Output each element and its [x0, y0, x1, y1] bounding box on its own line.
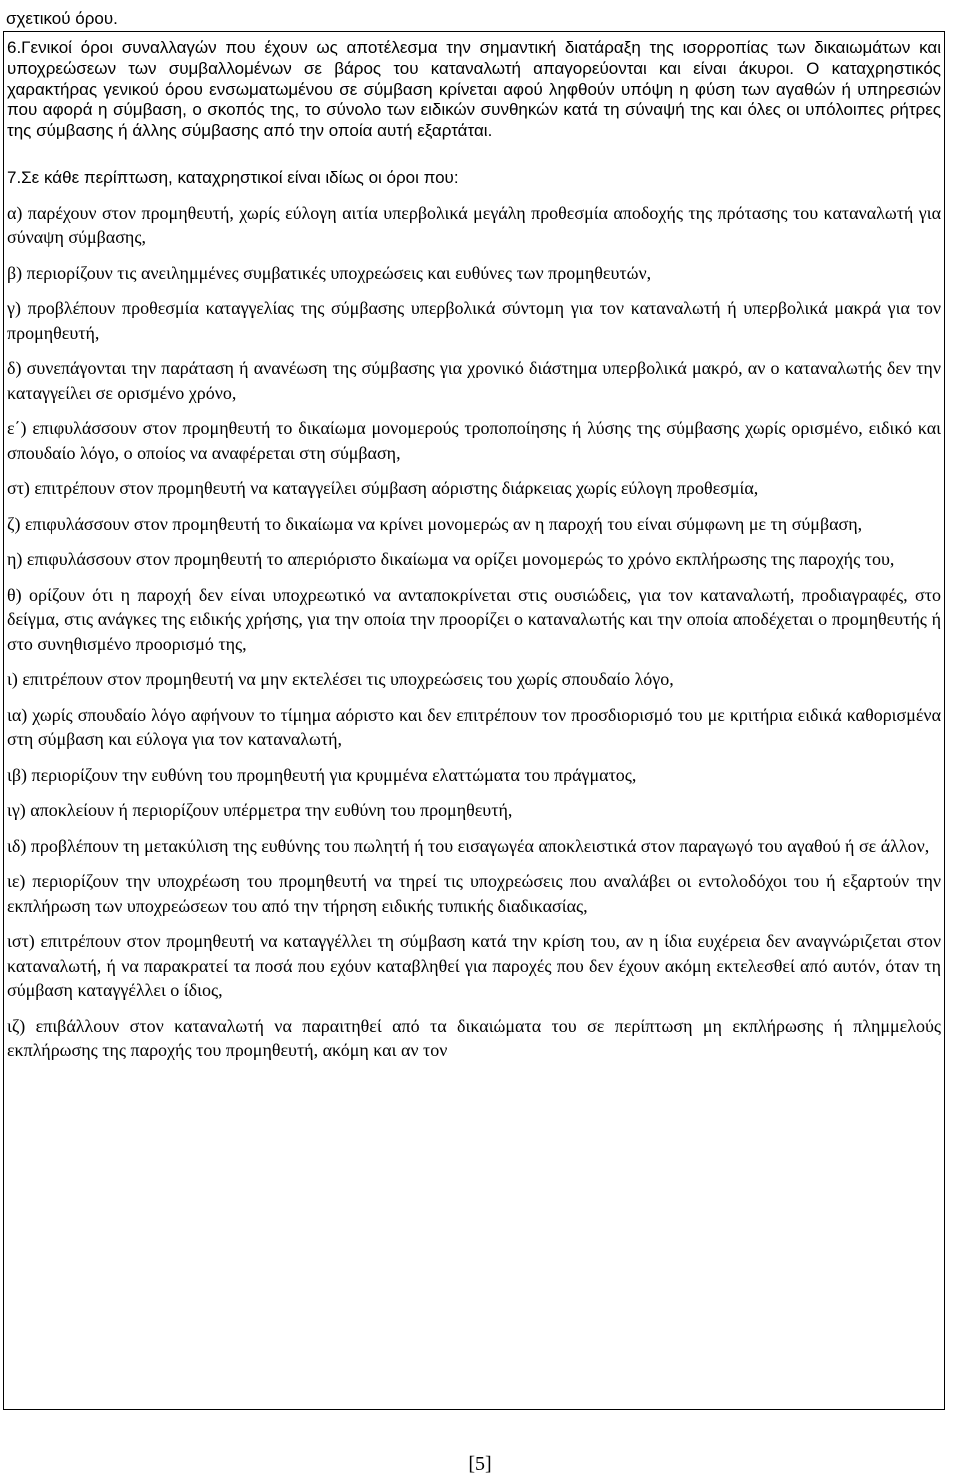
list-item: γ) προβλέπουν προθεσμία καταγγελίας της σύμβασης υπερβολικά σύντομη για τον καταναλωτή ή υπερβολικά μακρά για τον προμηθευτή,	[7, 298, 941, 343]
list-item: ε΄) επιφυλάσσουν στον προμηθευτή το δικαίωμα μονομερούς τροποποίησης ή λύσης της σύμβασης χωρίς ορισμένο, ειδικό και σπουδαίο λόγο, ο οποίος να αναφέρεται στη σύμβαση,	[7, 418, 941, 463]
list-item: α) παρέχουν στον προμηθευτή, χωρίς εύλογη αιτία υπερβολικά μεγάλη προθεσμία αποδοχής της πρότασης του καταναλωτή για σύναψη σύμβασης,	[7, 202, 941, 248]
list-item: θ) ορίζουν ότι η παροχή δεν είναι υποχρεωτικό να ανταποκρίνεται στις ουσιώδεις, για τον καταναλωτή, προδιαγραφές, στο δείγμα, στις ανάγκες της ειδικής χρήσης, για την οποία την προορίζει ο καταναλωτής και την οποία αποδέχεται ο προμηθευτής ή στο συνηθισμένο προορισμό της,	[7, 584, 941, 654]
list-item: ιβ) περιορίζουν την ευθύνη του προμηθευτή για κρυμμένα ελαττώματα του πράγματος,	[7, 764, 637, 785]
list-item: ιγ) αποκλείουν ή περιορίζουν υπέρμετρα την ευθύνη του προμηθευτή,	[7, 800, 513, 821]
list-item: ιστ) επιτρέπουν στον προμηθευτή να καταγγέλλει τη σύμβαση κατά την κρίση του, αν η ίδια ευχέρεια δεν αναγνώριζεται στον καταναλωτή, ή να παρακρατεί τα ποσά που εχόυν καταβληθεί για παροχές που δεν έχουν ακόμη εκτελεσθεί από αυτόν, όταν τη σύμβαση καταγγέλλει ο ίδιος,	[7, 931, 941, 1001]
list-item: ζ) επιφυλάσσουν στον προμηθευτή το δικαίωμα να κρίνει μονομερώς αν η παροχή του είναι σύμφωνη με τη σύμβαση,	[7, 513, 863, 534]
page-number: [5]	[468, 1453, 492, 1475]
section-6-paragraph: 6.Γενικοί όροι συναλλαγών που έχουν ως αποτέλεσμα την σημαντική διατάραξη της ισορροπίας των δικαιωμάτων και υποχρεώσεων των συμβαλλομένων σε βάρος του καταναλωτή απαγορεύονται και είναι άκυροι. Ο καταχρηστικός χαρακτήρας γενικού όρου ενσωματωμένου σε σύμβαση κρίνεται αφού ληφθούν υπόψη η φύση των αγαθών ή υπηρεσιών που αφορά η σύμβαση, ο σκοπός της, το σύνολο των ειδικών συνθηκών κατά τη σύναψή της και όλες οι υπόλοιπες ρήτρες της σύμβασης ή άλλης σύμβασης από την οποία αυτή εξαρτάται.	[7, 38, 941, 141]
section-7-list	[7, 201, 941, 1063]
list-item: η) επιφυλάσσουν στον προμηθευτή το απεριόριστο δικαίωμα να ορίζει μονομερώς το χρόνο εκπλήρωσης της παροχής του,	[7, 549, 895, 570]
list-item: ιδ) προβλέπουν τη μετακύλιση της ευθύνης του πωλητή ή του εισαγωγέα αποκλειστικά στον παραγωγό του αγαθού ή σε άλλον,	[7, 835, 930, 856]
list-item: β) περιορίζουν τις ανειλημμένες συμβατικές υποχρεώσεις και ευθύνες των προμηθευτών,	[7, 262, 652, 283]
list-item: ιζ) επιβάλλουν στον καταναλωτή να παραιτηθεί από τα δικαιώματα του σε περίπτωση μη εκπλήρωσης ή πλημμελούς εκπλήρωσης της παροχής του προμηθευτή, ακόμη και αν τον	[7, 1015, 941, 1061]
list-item: ια) χωρίς σπουδαίο λόγο αφήνουν το τίμημα αόριστο και δεν επιτρέπουν τον προσδιορισμό του με κριτήρια ειδικά καθορισμένα στη σύμβαση και εύλογα για τον καταναλωτή,	[7, 704, 941, 750]
section-6	[7, 38, 941, 142]
list-item: ιε) περιορίζουν την υποχρέωση του προμηθευτή να τηρεί τις υποχρεώσεις που αναλάβει οι εντολοδόχοι του ή εξαρτούν την εκπλήρωση των υποχρεώσεων του από την τήρηση ειδικής τυπικής διαδικασίας,	[7, 871, 941, 916]
list-item: δ) συνεπάγονται την παράταση ή ανανέωση της σύμβασης για χρονικό διάστημα υπερβολικά μακρό, αν ο καταναλωτής δεν την καταγγείλει σε ορισμένο χρόνο,	[7, 358, 941, 403]
document-frame	[3, 31, 945, 1410]
list-item: στ) επιτρέπουν στον προμηθευτή να καταγγείλει σύμβαση αόριστης διάρκειας χωρίς εύλογη προθεσμία,	[7, 478, 759, 499]
list-item: ι) επιτρέπουν στον προμηθευτή να μην εκτελέσει τις υποχρεώσεις του χωρίς σπουδαίο λόγο,	[7, 669, 674, 690]
section-7-title: 7.Σε κάθε περίπτωση, καταχρηστικοί είναι ιδίως οι όροι που:	[7, 167, 459, 187]
continuation-text: σχετικού όρου.	[6, 9, 118, 28]
